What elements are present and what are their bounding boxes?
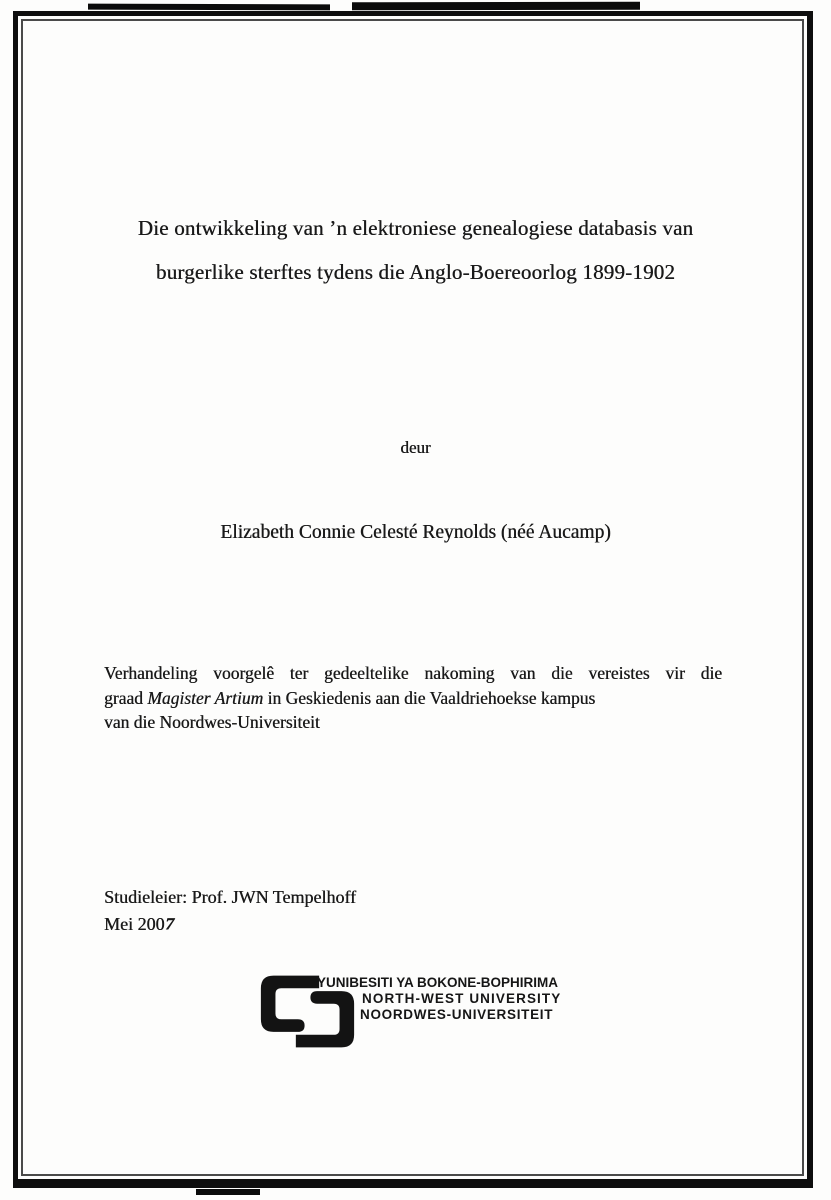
scan-artifact-top-right: [352, 2, 640, 11]
supervisor-line: Studieleier: Prof. JWN Tempelhoff: [104, 887, 357, 907]
date-digit-seven: 7: [162, 914, 176, 934]
submission-line-2: [104, 686, 722, 711]
logo-text-line-2: NORTH-WEST UNIVERSITY: [362, 991, 562, 1006]
degree-name-italic: Magister Artium: [147, 687, 264, 708]
scan-artifact-top-left: [88, 4, 330, 11]
byline-deur: deur: [400, 438, 431, 457]
thesis-title-line-2: burgerlike sterftes tydens die Anglo-Boereoorlog 1899-1902: [155, 260, 676, 284]
submission-line-2-end: in Geskiedenis aan die Vaaldriehoekse kampus: [263, 687, 596, 708]
date-line: [104, 911, 356, 938]
submission-line-2-start: graad: [104, 687, 148, 708]
logo-text-line-3: NOORDWES-UNIVERSITEIT: [360, 1007, 554, 1022]
supervisor-date-block: [104, 884, 356, 938]
logo-text-line-1: YUNIBESITI YA BOKONE-BOPHIRIMA: [317, 975, 559, 990]
author-name: Elizabeth Connie Celesté Reynolds (néé Aucamp): [220, 522, 611, 543]
nwu-logo-left-link: [261, 976, 319, 1032]
submission-line-3: van die Noordwes-Universiteit: [104, 712, 320, 732]
nwu-logo-wordmark: [317, 975, 561, 1023]
submission-statement: [104, 661, 722, 735]
date-prefix: Mei 200: [104, 914, 165, 934]
thesis-title: [0, 206, 831, 294]
thesis-title-line-1: Die ontwikkeling van ’n elektroniese genealogiese databasis van: [137, 216, 694, 240]
submission-line-1: Verhandeling voorgelê ter gedeeltelike nakoming van die vereistes vir die: [104, 663, 722, 683]
scan-artifact-bottom: [196, 1189, 260, 1195]
